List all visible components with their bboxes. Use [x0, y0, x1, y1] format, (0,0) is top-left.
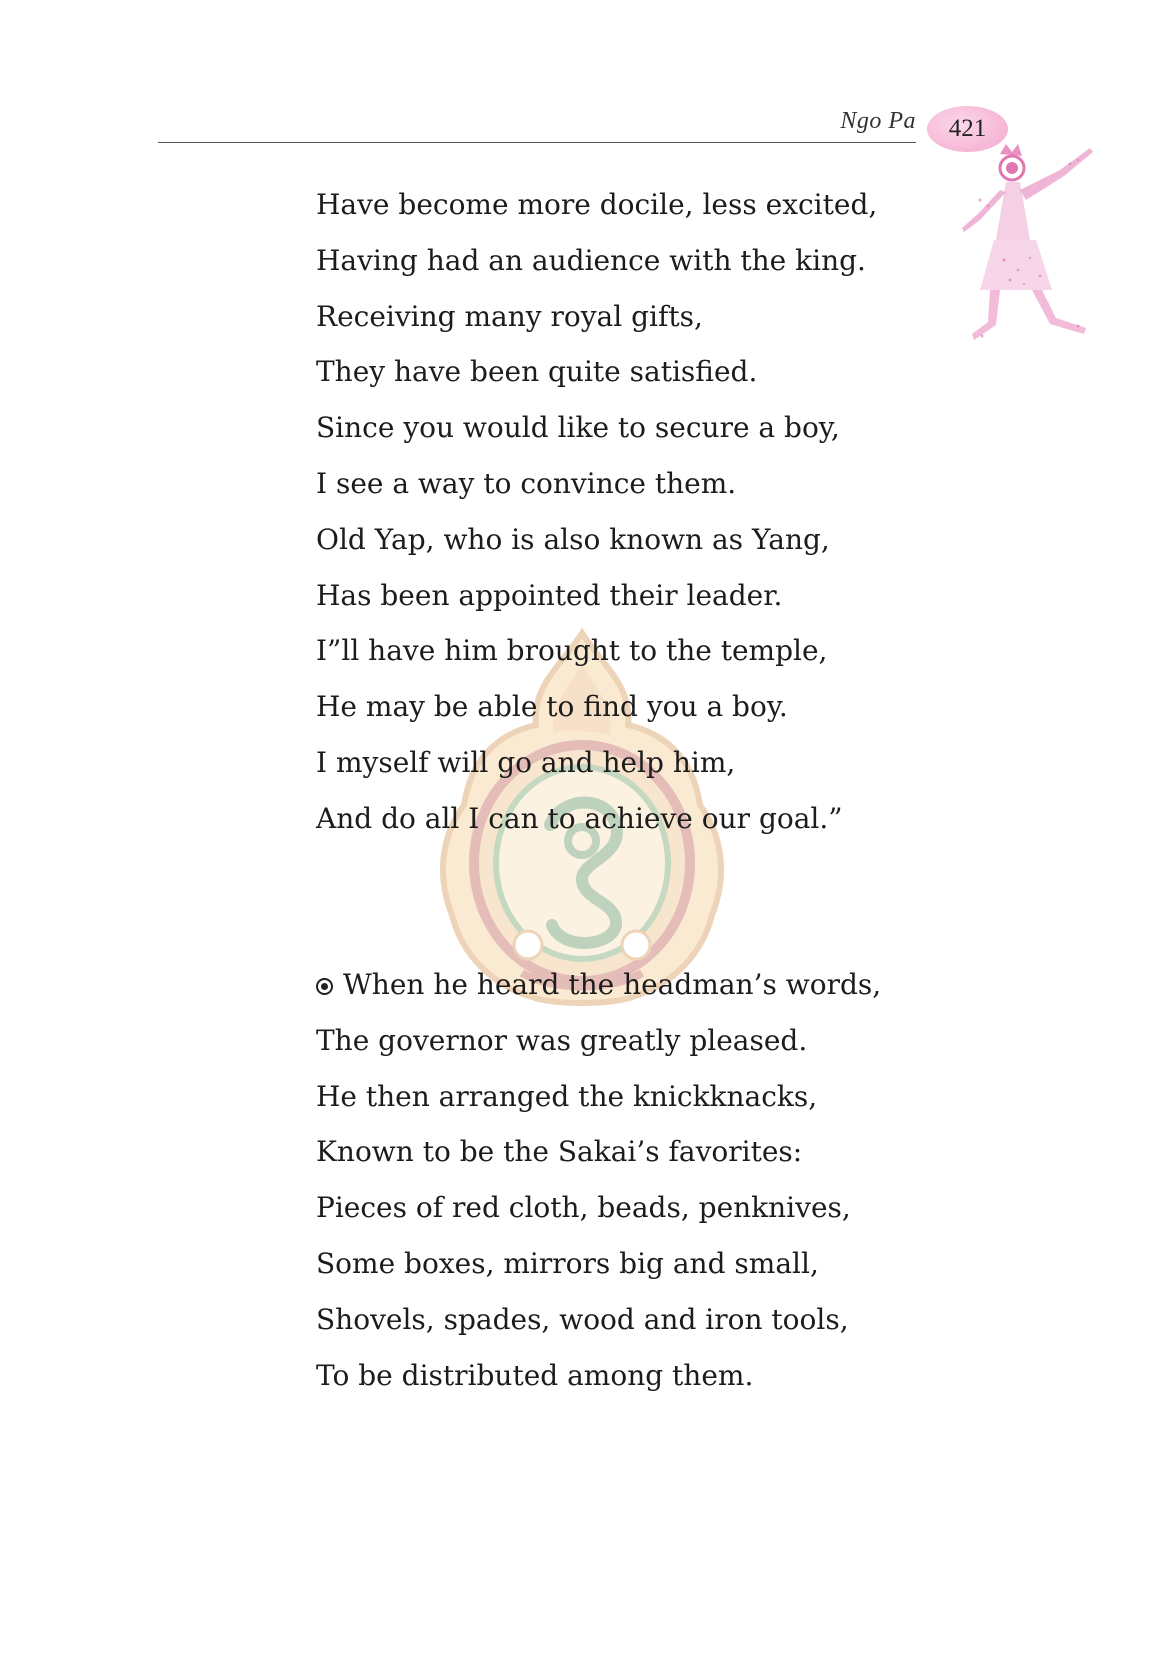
verse-line: The governor was greatly pleased. — [316, 1023, 808, 1057]
header-rule — [158, 142, 916, 143]
verse-line: He may be able to find you a boy. — [316, 690, 788, 724]
verse-line: Shovels, spades, wood and iron tools, — [316, 1302, 849, 1336]
verse-line: Since you would like to secure a boy, — [316, 411, 840, 445]
stanza-bullet-icon — [316, 978, 333, 995]
verse-line: Has been appointed their leader. — [316, 578, 783, 612]
verse-line: I”ll have him brought to the temple, — [316, 634, 828, 668]
verse-line: And do all I can to achieve our goal.” — [316, 801, 843, 835]
verse-line: To be distributed among them. — [316, 1358, 754, 1392]
verse-line-text: When he heard the headman’s words, — [343, 968, 882, 1001]
stanza-2 — [316, 957, 881, 1403]
verse-line: Having had an audience with the king. — [316, 243, 866, 277]
verse-line: Known to be the Sakai’s favorites: — [316, 1135, 803, 1169]
page-number: 421 — [948, 115, 987, 142]
dancer-illustration — [960, 140, 1120, 350]
verse-line: He then arranged the knickknacks, — [316, 1079, 818, 1113]
verse-line: Receiving many royal gifts, — [316, 299, 703, 333]
verse-line: Some boxes, mirrors big and small, — [316, 1246, 819, 1280]
stanza-1 — [316, 177, 877, 847]
running-title: Ngo Pa — [840, 108, 916, 134]
verse-line: I see a way to convince them. — [316, 466, 737, 500]
verse-line — [316, 957, 881, 1013]
verse-line: They have been quite satisfied. — [316, 355, 758, 389]
verse-line: Old Yap, who is also known as Yang, — [316, 522, 830, 556]
verse-line: Pieces of red cloth, beads, penknives, — [316, 1191, 851, 1225]
verse-line: Have become more docile, less excited, — [316, 188, 878, 221]
verse-line: I myself will go and help him, — [316, 745, 736, 779]
